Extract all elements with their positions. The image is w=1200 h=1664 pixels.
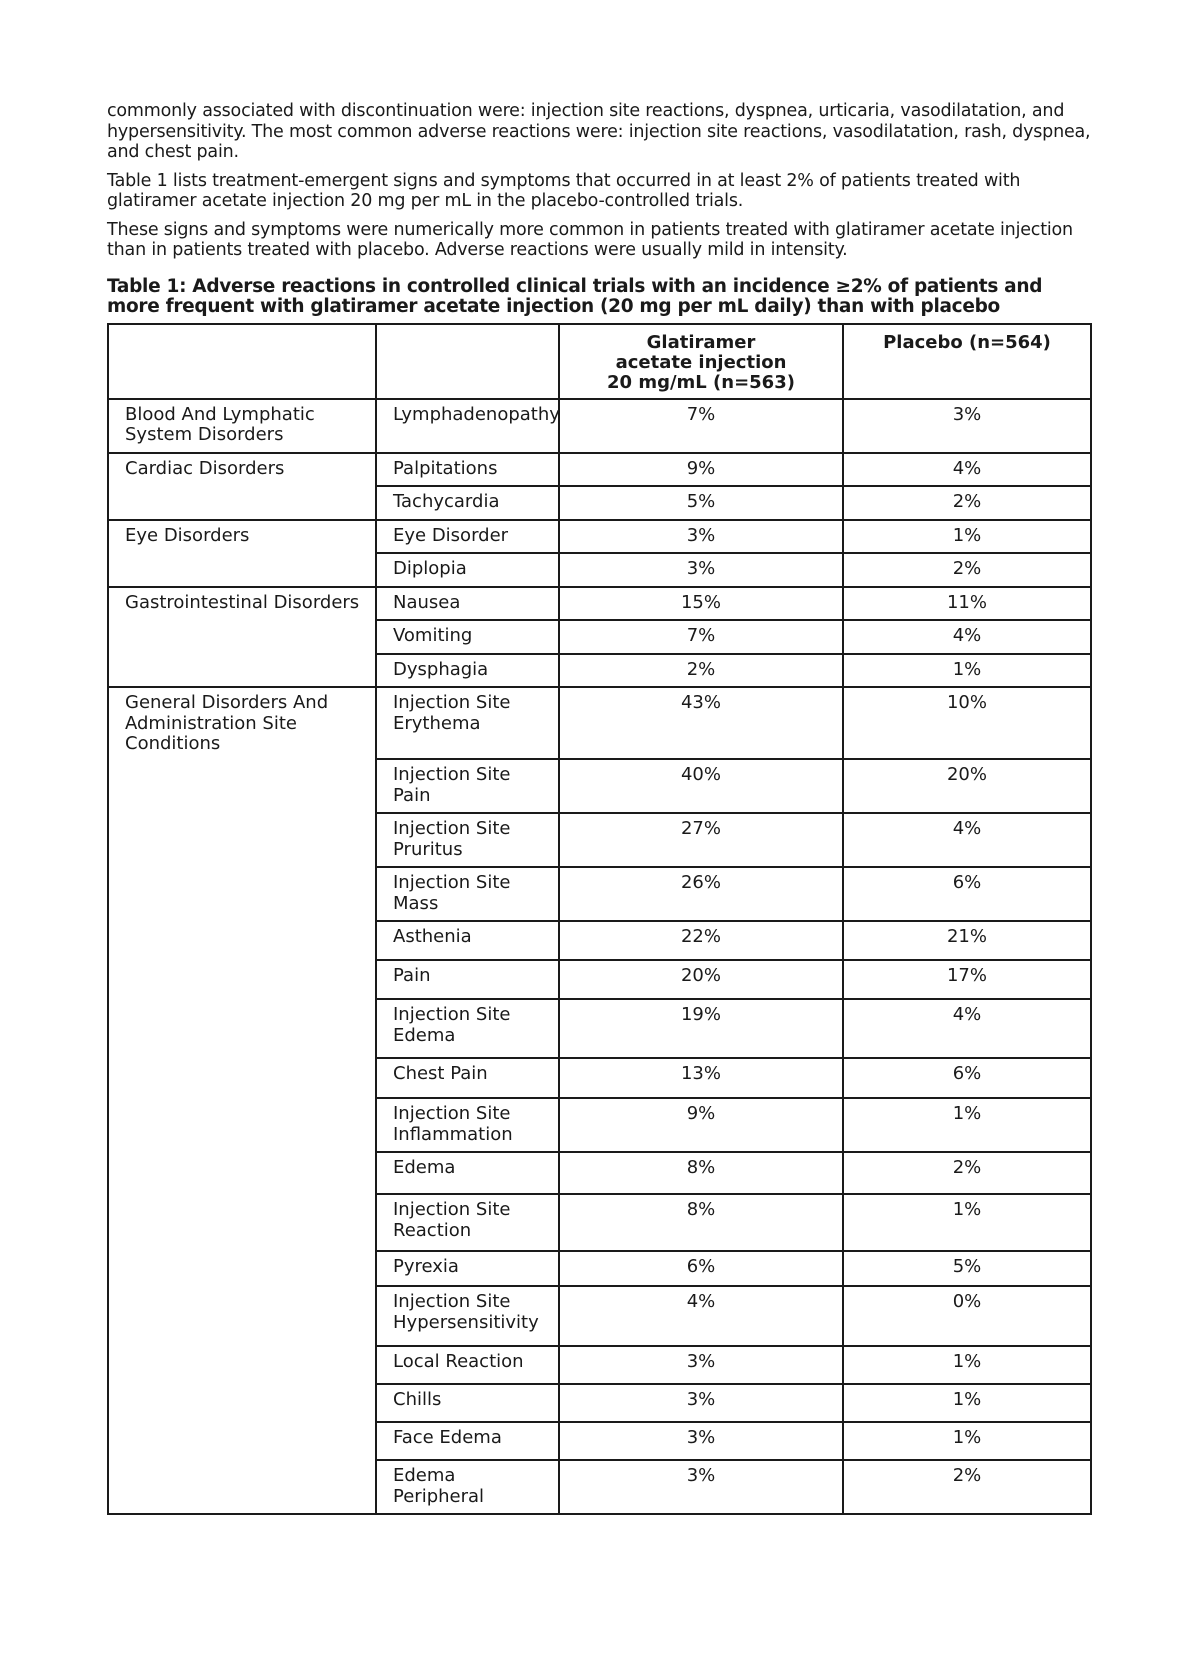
reaction-cell: Nausea [376,587,559,621]
reaction-cell: Chest Pain [376,1058,559,1098]
table-row [108,687,1091,759]
glatiramer-value-cell: 7% [559,399,843,453]
placebo-value-cell: 21% [843,921,1091,960]
reaction-cell: Injection Site Reaction [376,1194,559,1251]
placebo-value-cell: 17% [843,960,1091,999]
reaction-cell: Lymphadenopathy [376,399,559,453]
glatiramer-value-cell: 3% [559,1384,843,1422]
reaction-cell: Pyrexia [376,1251,559,1286]
placebo-value-cell: 0% [843,1286,1091,1346]
glatiramer-value-cell: 6% [559,1251,843,1286]
adverse-reactions-table [107,323,1092,1516]
header-category [108,324,376,399]
reaction-cell: Chills [376,1384,559,1422]
reaction-cell: Injection Site Edema [376,999,559,1058]
table-row [108,520,1091,554]
glatiramer-value-cell: 26% [559,867,843,921]
reaction-cell: Face Edema [376,1422,559,1460]
reaction-cell: Diplopia [376,553,559,587]
glatiramer-value-cell: 3% [559,553,843,587]
reaction-cell: Vomiting [376,620,559,654]
header-placebo: Placebo (n=564) [843,324,1091,399]
reaction-cell: Local Reaction [376,1346,559,1384]
reaction-cell: Tachycardia [376,486,559,520]
placebo-value-cell: 4% [843,620,1091,654]
glatiramer-value-cell: 5% [559,486,843,520]
reaction-cell: Pain [376,960,559,999]
placebo-value-cell: 1% [843,1098,1091,1152]
reaction-cell: Edema [376,1152,559,1194]
reaction-cell: Eye Disorder [376,520,559,554]
glatiramer-value-cell: 27% [559,813,843,867]
intro-paragraph-3: These signs and symptoms were numerically more common in patients treated with glatiramer acetate injection than in patients treated with placebo. Adverse reactions were usually mild in intensity. [107,219,1073,260]
placebo-value-cell: 6% [843,867,1091,921]
category-cell: Gastrointestinal Disorders [108,587,376,688]
reaction-cell: Palpitations [376,453,559,487]
glatiramer-value-cell: 3% [559,1460,843,1514]
placebo-value-cell: 4% [843,453,1091,487]
table-row [108,453,1091,487]
glatiramer-value-cell: 9% [559,1098,843,1152]
placebo-value-cell: 11% [843,587,1091,621]
table-caption: Table 1: Adverse reactions in controlled clinical trials with an incidence ≥2% of patients and more frequent with glatiramer acetate injection (20 mg per mL daily) than with placebo [107,275,1043,317]
reaction-cell: Injection Site Erythema [376,687,559,759]
placebo-value-cell: 2% [843,1460,1091,1514]
glatiramer-value-cell: 3% [559,1346,843,1384]
glatiramer-value-cell: 43% [559,687,843,759]
header-glatiramer-line-2: acetate injection [615,351,787,373]
placebo-value-cell: 20% [843,759,1091,813]
glatiramer-value-cell: 3% [559,1422,843,1460]
reaction-cell: Asthenia [376,921,559,960]
placebo-value-cell: 1% [843,1422,1091,1460]
glatiramer-value-cell: 3% [559,520,843,554]
header-reaction [376,324,559,399]
glatiramer-value-cell: 20% [559,960,843,999]
glatiramer-value-cell: 40% [559,759,843,813]
placebo-value-cell: 1% [843,1346,1091,1384]
glatiramer-value-cell: 7% [559,620,843,654]
reaction-cell: Injection Site Mass [376,867,559,921]
reaction-cell: Dysphagia [376,654,559,688]
glatiramer-value-cell: 2% [559,654,843,688]
placebo-value-cell: 1% [843,520,1091,554]
placebo-value-cell: 4% [843,999,1091,1058]
reaction-cell: Injection Site Inflammation [376,1098,559,1152]
glatiramer-value-cell: 15% [559,587,843,621]
table-body [108,399,1091,1515]
placebo-value-cell: 10% [843,687,1091,759]
placebo-value-cell: 5% [843,1251,1091,1286]
placebo-value-cell: 6% [843,1058,1091,1098]
category-cell: General Disorders And Administration Site Conditions [108,687,376,1514]
category-cell: Blood And Lymphatic System Disorders [108,399,376,453]
intro-paragraph-2: Table 1 lists treatment-emergent signs and symptoms that occurred in at least 2% of patients treated with glatiramer acetate injection 20 mg per mL in the placebo-controlled trials. [107,170,1021,211]
glatiramer-value-cell: 8% [559,1152,843,1194]
glatiramer-value-cell: 13% [559,1058,843,1098]
header-glatiramer-line-3: 20 mg/mL (n=563) [607,371,795,393]
intro-paragraph-1: commonly associated with discontinuation were: injection site reactions, dyspnea, urticaria, vasodilatation, and hypersensitivity. The most common adverse reactions were: injection site reactions, vasodilatation, rash, dyspnea, and chest pain. [107,101,1091,162]
placebo-value-cell: 2% [843,553,1091,587]
glatiramer-value-cell: 19% [559,999,843,1058]
category-cell: Cardiac Disorders [108,453,376,520]
document-page [107,101,1097,1515]
glatiramer-value-cell: 4% [559,1286,843,1346]
glatiramer-value-cell: 22% [559,921,843,960]
table-row [108,399,1091,453]
placebo-value-cell: 2% [843,1152,1091,1194]
table-row [108,587,1091,621]
placebo-value-cell: 1% [843,1384,1091,1422]
glatiramer-value-cell: 8% [559,1194,843,1251]
table-header-row [108,324,1091,399]
reaction-cell: Injection Site Pain [376,759,559,813]
placebo-value-cell: 4% [843,813,1091,867]
placebo-value-cell: 1% [843,1194,1091,1251]
reaction-cell: Injection Site Hypersensitivity [376,1286,559,1346]
placebo-value-cell: 3% [843,399,1091,453]
header-glatiramer [559,324,843,399]
placebo-value-cell: 2% [843,486,1091,520]
glatiramer-value-cell: 9% [559,453,843,487]
reaction-cell: Injection Site Pruritus [376,813,559,867]
category-cell: Eye Disorders [108,520,376,587]
placebo-value-cell: 1% [843,654,1091,688]
reaction-cell: Edema Peripheral [376,1460,559,1514]
header-glatiramer-line-1: Glatiramer [646,331,756,353]
